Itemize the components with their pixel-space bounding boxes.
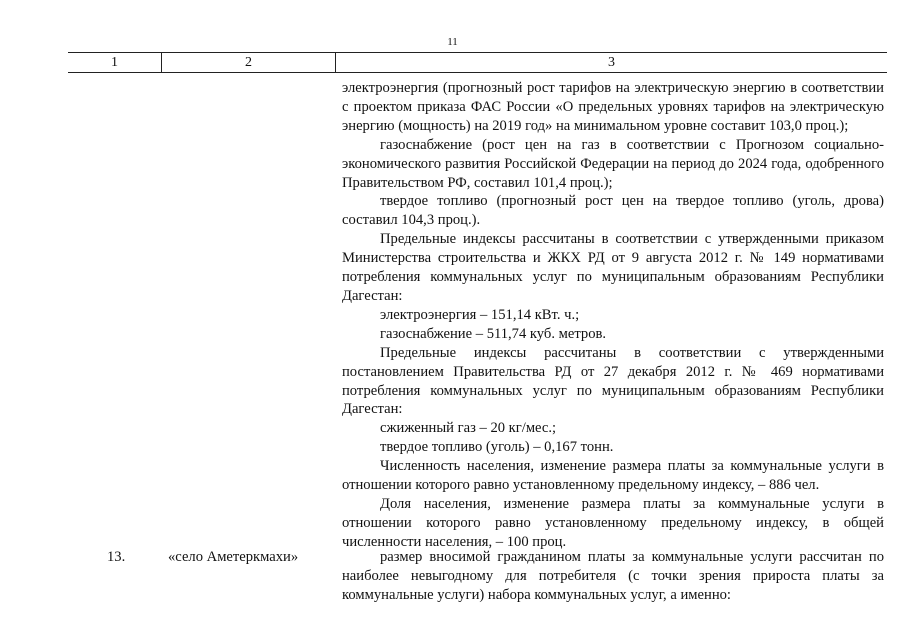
paragraph: твердое топливо (прогнозный рост цен на твердое топливо (уголь, дрова) составил 104,3 проц.). [342,193,884,229]
row-number: 13. [107,549,126,565]
paragraph: электроэнергия – 151,14 кВт. ч.; [380,306,580,323]
table-header [68,52,887,73]
header-col-1: 1 [68,53,162,72]
paragraph: размер вносимой гражданином платы за коммунальные услуги рассчитан по наиболее невыгодному для потребителя (с точки зрения прироста платы за коммунальные услуги) набора коммунальных услуг, а именно: [342,549,884,603]
header-col-2: 2 [162,53,336,72]
paragraph: твердое топливо (уголь) – 0,167 тонн. [380,439,614,456]
paragraph: газоснабжение – 511,74 куб. метров. [380,325,607,342]
paragraph: газоснабжение (рост цен на газ в соответствии с Прогнозом социально-экономического развития Российской Федерации на период до 2024 года, одобренного Правительством РФ, составил 101,4 проц.); [342,136,884,191]
municipality-name: «село Аметеркмахи» [168,549,299,565]
paragraph: Предельные индексы рассчитаны в соответствии с утвержденными постановлением Правительства РД от 27 декабря 2012 г. № 469 нормативами потребления коммунальных услуг по муниципальным образованиям Республики Дагестан: [342,344,884,418]
paragraph: Предельные индексы рассчитаны в соответствии с утвержденными приказом Министерства строительства и ЖКХ РД от 9 августа 2012 г. № 149 нормативами потребления коммунальных услуг по муниципальным образованиям Республики Дагестан: [342,231,884,304]
paragraph: Доля населения, изменение размера платы за коммунальные услуги в отношении которого равно установленному предельному индексу, в общей численности населения, – 100 проц. [342,495,884,550]
paragraph: сжиженный газ – 20 кг/мес.; [380,420,557,437]
row-description [342,548,884,605]
header-col-3: 3 [608,54,615,70]
paragraph: электроэнергия (прогнозный рост тарифов на электрическую энергию в соответствии с проектом приказа ФАС России «О предельных уровнях тарифов на электрическую энергию (мощность) на 2019 год» на минимальном уровне составит 103,0 проц.); [342,80,884,134]
continuation-text [342,79,884,552]
paragraph: Численность населения, изменение размера платы за коммунальные услуги в отношении которого равно установленному предельному индексу, – 886 чел. [342,458,884,494]
page-number: 11 [447,36,458,48]
